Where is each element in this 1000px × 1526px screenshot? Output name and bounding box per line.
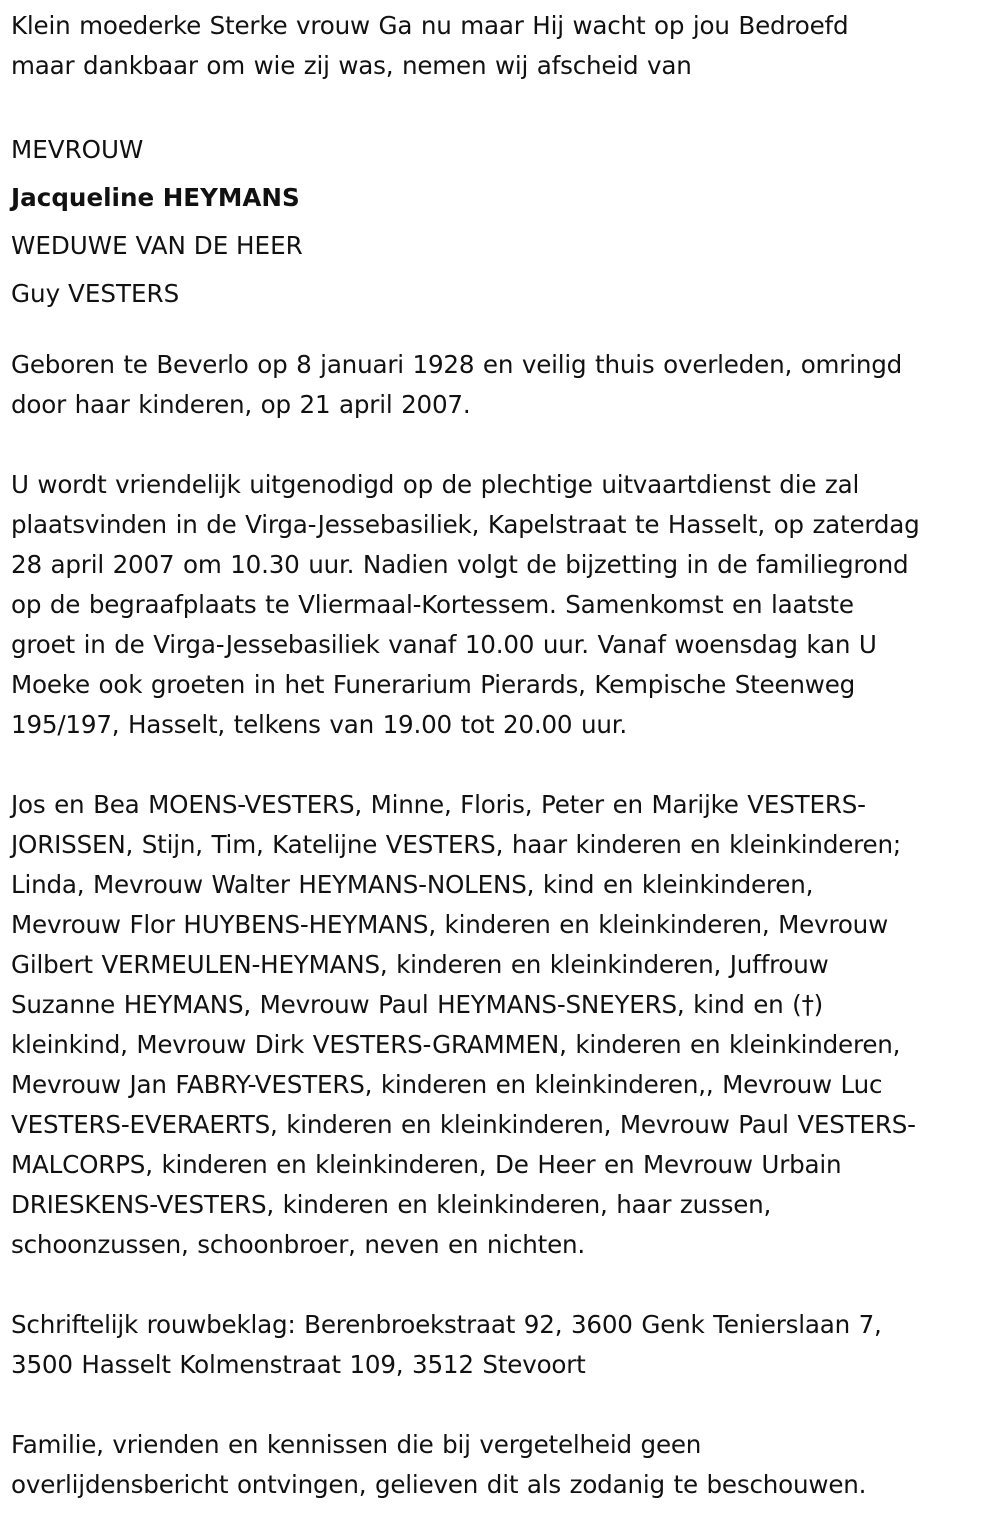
family-line: Linda, Mevrouw Walter HEYMANS-NOLENS, kind en kleinkinderen,: [11, 870, 814, 899]
family-line: kleinkind, Mevrouw Dirk VESTERS-GRAMMEN, kinderen en kleinkinderen,: [11, 1030, 901, 1059]
funeral-line: groet in de Virga-Jessebasiliek vanaf 10.00 uur. Vanaf woensdag kan U: [11, 630, 877, 659]
closing-line: Familie, vrienden en kennissen die bij vergetelheid geen: [11, 1430, 702, 1459]
family-line: schoonzussen, schoonbroer, neven en nichten.: [11, 1230, 586, 1259]
family-line: MALCORPS, kinderen en kleinkinderen, De Heer en Mevrouw Urbain: [11, 1150, 842, 1179]
spacer: [11, 318, 996, 345]
family-line: Suzanne HEYMANS, Mevrouw Paul HEYMANS-SNEYERS, kind en (†): [11, 990, 824, 1019]
intro-line: maar dankbaar om wie zij was, nemen wij afscheid van: [11, 51, 692, 80]
condolences-line: Schriftelijk rouwbeklag: Berenbroekstraat 92, 3600 Genk Tenierslaan 7,: [11, 1310, 882, 1339]
spouse-name: Guy VESTERS: [11, 279, 180, 308]
deceased-name: Jacqueline HEYMANS: [11, 183, 300, 212]
birth-death-paragraph: [11, 345, 996, 425]
closing-paragraph: [11, 1425, 996, 1505]
intro-line: Klein moederke Sterke vrouw Ga nu maar Hij wacht op jou Bedroefd: [11, 11, 849, 40]
spacer: [11, 1385, 996, 1425]
birth-death-line: Geboren te Beverlo op 8 januari 1928 en veilig thuis overleden, omringd: [11, 350, 903, 379]
spacer: [11, 86, 996, 126]
funeral-line: plaatsvinden in de Virga-Jessebasiliek, Kapelstraat te Hasselt, op zaterdag: [11, 510, 920, 539]
family-line: Mevrouw Jan FABRY-VESTERS, kinderen en kleinkinderen,, Mevrouw Luc: [11, 1070, 883, 1099]
family-line: DRIESKENS-VESTERS, kinderen en kleinkinderen, haar zussen,: [11, 1190, 772, 1219]
spacer: [11, 425, 996, 465]
family-line: VESTERS-EVERAERTS, kinderen en kleinkinderen, Mevrouw Paul VESTERS-: [11, 1110, 916, 1139]
family-line: JORISSEN, Stijn, Tim, Katelijne VESTERS, haar kinderen en kleinkinderen;: [11, 830, 901, 859]
condolences-paragraph: [11, 1305, 996, 1385]
birth-death-line: door haar kinderen, op 21 april 2007.: [11, 390, 471, 419]
condolences-line: 3500 Hasselt Kolmenstraat 109, 3512 Stevoort: [11, 1350, 586, 1379]
spacer: [11, 1265, 996, 1305]
closing-line: overlijdensbericht ontvingen, gelieven dit als zodanig te beschouwen.: [11, 1470, 867, 1499]
funeral-line: op de begraafplaats te Vliermaal-Kortessem. Samenkomst en laatste: [11, 590, 854, 619]
intro-paragraph: [11, 6, 996, 86]
funeral-line: 28 april 2007 om 10.30 uur. Nadien volgt de bijzetting in de familiegrond: [11, 550, 909, 579]
funeral-paragraph: [11, 465, 996, 745]
family-line: Jos en Bea MOENS-VESTERS, Minne, Floris, Peter en Marijke VESTERS-: [11, 790, 866, 819]
funeral-line: 195/197, Hasselt, telkens van 19.00 tot 20.00 uur.: [11, 710, 628, 739]
name-block: [11, 126, 996, 318]
spacer: [11, 745, 996, 785]
family-line: Gilbert VERMEULEN-HEYMANS, kinderen en kleinkinderen, Juffrouw: [11, 950, 829, 979]
honorific-title: MEVROUW: [11, 135, 144, 164]
family-paragraph: [11, 785, 996, 1265]
funeral-line: Moeke ook groeten in het Funerarium Pierards, Kempische Steenweg: [11, 670, 856, 699]
widow-status: WEDUWE VAN DE HEER: [11, 231, 303, 260]
obituary-document: [11, 6, 996, 1505]
funeral-line: U wordt vriendelijk uitgenodigd op de plechtige uitvaartdienst die zal: [11, 470, 860, 499]
family-line: Mevrouw Flor HUYBENS-HEYMANS, kinderen en kleinkinderen, Mevrouw: [11, 910, 888, 939]
